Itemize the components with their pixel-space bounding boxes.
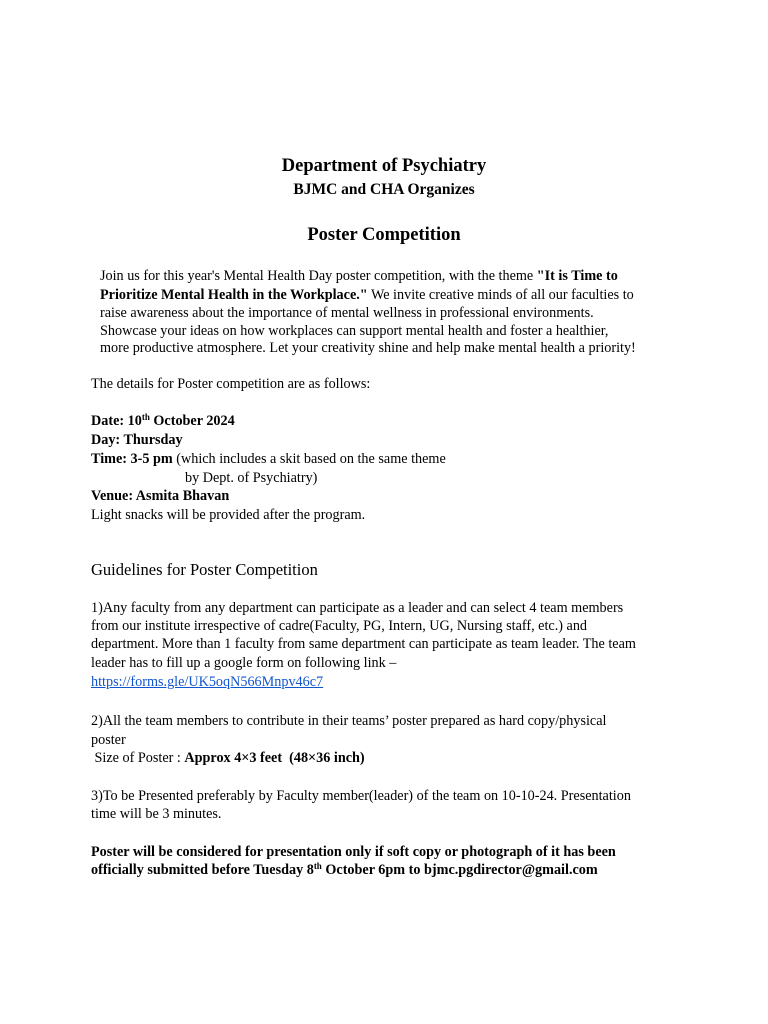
google-form-link[interactable]: https://forms.gle/UK5oqN566Mnpv46c7 — [91, 674, 324, 690]
notice-line-1: Poster will be considered for presentation only if soft copy or photograph of it has been — [91, 844, 616, 860]
guideline-2-line-1: 2)All the team members to contribute in their teams’ poster prepared as hard copy/physical — [91, 713, 607, 729]
event-time: Time: 3-5 pm (which includes a skit based on the same theme — [91, 451, 446, 467]
event-date: Date: 10th October 2024 — [91, 412, 235, 429]
organizers-subtitle: BJMC and CHA Organizes — [293, 181, 475, 198]
snacks-note: Light snacks will be provided after the program. — [91, 507, 366, 523]
intro-line-2: Prioritize Mental Health in the Workplace." We invite creative minds of all our faculties to — [100, 287, 634, 303]
department-title: Department of Psychiatry — [281, 156, 487, 176]
google-form-link-row — [91, 673, 323, 692]
event-venue: Venue: Asmita Bhavan — [91, 488, 230, 504]
guideline-1-line-2: from our institute irrespective of cadre(Faculty, PG, Intern, UG, Nursing staff, etc.) and — [91, 618, 588, 634]
event-day: Day: Thursday — [91, 432, 183, 448]
details-intro: The details for Poster competition are as follows: — [91, 376, 371, 392]
intro-line-4: Showcase your ideas on how workplaces can support mental health and foster a healthier, — [100, 323, 609, 339]
intro-line-1: Join us for this year's Mental Health Day poster competition, with the theme "It is Time to — [100, 268, 618, 284]
guideline-3-line-1: 3)To be Presented preferably by Faculty member(leader) of the team on 10-10-24. Presentation — [91, 788, 631, 804]
guideline-1-line-3: department. More than 1 faculty from same department can participate as team leader. The team — [91, 636, 636, 652]
guideline-3-line-2: time will be 3 minutes. — [91, 806, 222, 822]
event-time-note: by Dept. of Psychiatry) — [185, 470, 318, 486]
poster-size: Size of Poster : Approx 4×3 feet (48×36 inch) — [91, 750, 365, 766]
guideline-2-line-2: poster — [91, 732, 126, 748]
intro-line-3: raise awareness about the importance of mental wellness in professional environments. — [100, 305, 594, 321]
intro-line-5: more productive atmosphere. Let your creativity shine and help make mental health a priority! — [100, 340, 636, 356]
notice-line-2: officially submitted before Tuesday 8th October 6pm to bjmc.pgdirector@gmail.com — [91, 861, 598, 878]
guidelines-heading: Guidelines for Poster Competition — [91, 560, 318, 579]
guideline-1-line-4: leader has to fill up a google form on following link – — [91, 655, 397, 671]
page-title: Poster Competition — [307, 225, 461, 245]
guideline-1-line-1: 1)Any faculty from any department can participate as a leader and can select 4 team members — [91, 600, 624, 616]
